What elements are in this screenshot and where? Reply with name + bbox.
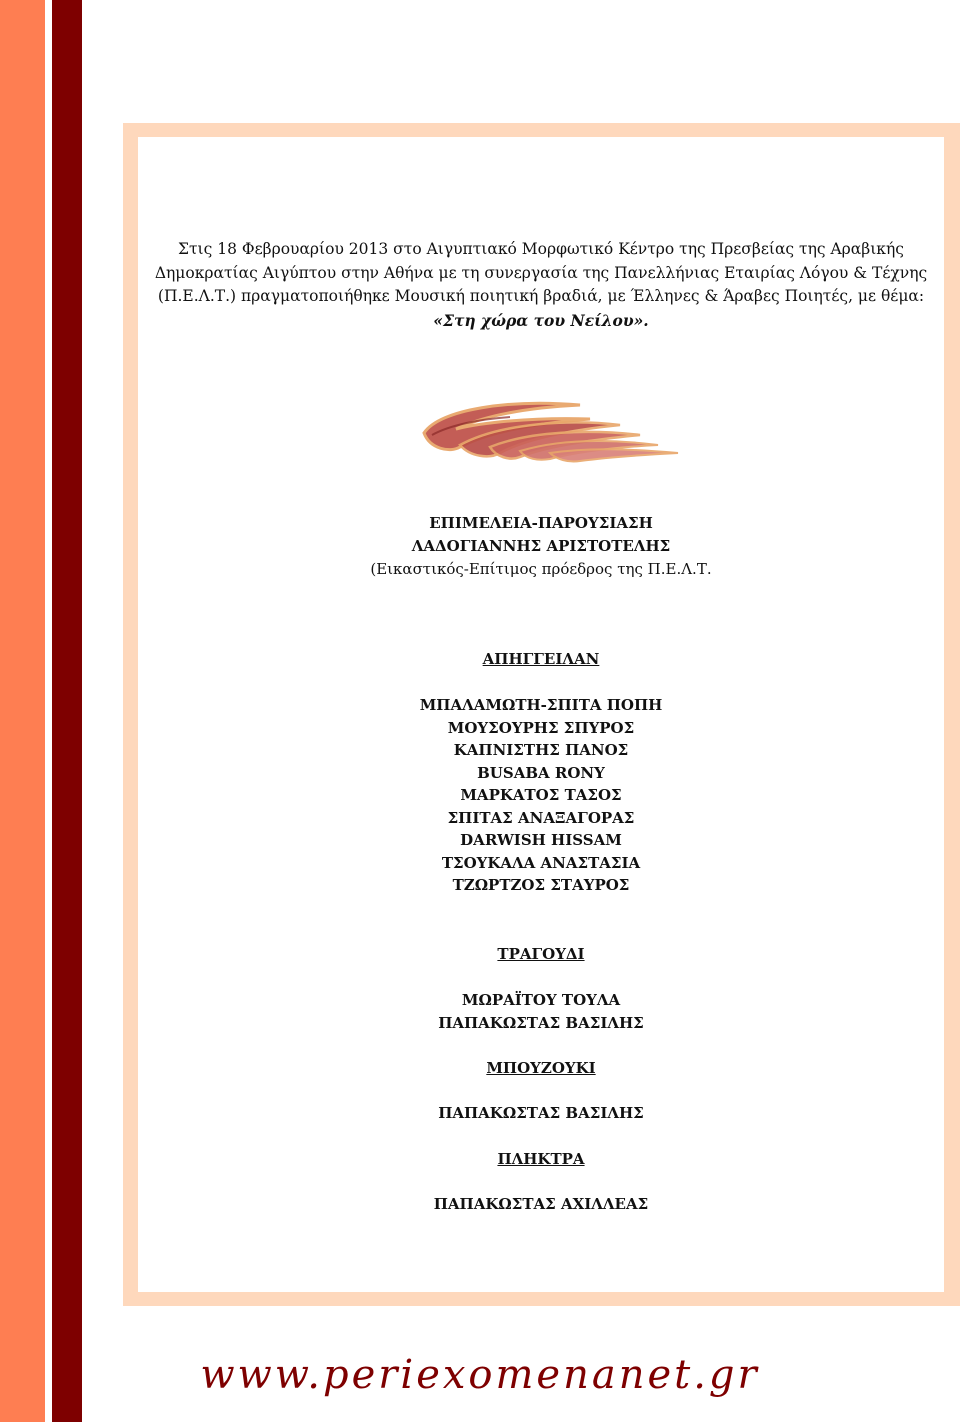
list-item: ΠΑΠΑΚΩΣΤΑΣ ΑΧΙΛΛΕΑΣ <box>433 1195 649 1213</box>
intro-line-3: (Π.Ε.Λ.Τ.) πραγματοποιήθηκε Μουσική ποιητική βραδιά, με Έλληνες & Άραβες Ποιητές, με θέμα: <box>157 287 925 305</box>
song-heading: ΤΡΑΓΟΥΔΙ <box>497 945 585 963</box>
keys-heading-block <box>138 1148 944 1171</box>
list-item: ΜΑΡΚΑΤΟΣ ΤΑΣΟΣ <box>460 786 622 804</box>
list-item: ΜΩΡΑΪΤΟΥ ΤΟΥΛΑ <box>461 991 621 1009</box>
list-item: ΤΣΟΥΚΑΛΑ ΑΝΑΣΤΑΣΙΑ <box>441 853 641 872</box>
editor-title: ΕΠΙΜΕΛΕΙΑ-ΠΑΡΟΥΣΙΑΣΗ <box>429 514 653 532</box>
list-item: BUSABA RONY <box>477 763 605 782</box>
editor-block <box>138 512 944 581</box>
intro-line-2: Δημοκρατίας Αιγύπτου στην Αθήνα με τη συνεργασία της Πανελλήνιας Εταιρίας Λόγου & Τέχνης <box>154 263 928 282</box>
song-list <box>138 989 944 1034</box>
list-item: ΤΖΩΡΤΖΟΣ ΣΤΑΥΡΟΣ <box>452 876 630 894</box>
bouzouki-list <box>138 1102 944 1125</box>
list-item: ΣΠΙΤΑΣ ΑΝΑΞΑΓΟΡΑΣ <box>447 808 635 827</box>
footer-url-link[interactable]: www.periexomenanet.gr <box>200 1352 760 1398</box>
song-heading-block <box>138 943 944 966</box>
keys-list <box>138 1193 944 1216</box>
wave-logo-icon <box>420 395 682 467</box>
editor-role: (Εικαστικός-Επίτιμος πρόεδρος της Π.Ε.Λ.Τ. <box>370 560 712 578</box>
left-dark-red-bar <box>52 0 82 1422</box>
list-item: DARWISH HISSAM <box>460 831 622 849</box>
list-item: ΜΠΑΛΑΜΩΤΗ-ΣΠΙΤΑ ΠΟΠΗ <box>419 696 663 714</box>
list-item: ΠΑΠΑΚΩΣΤΑΣ ΒΑΣΙΛΗΣ <box>438 1104 644 1122</box>
event-title: «Στη χώρα του Νείλου». <box>433 310 649 330</box>
list-item: ΠΑΠΑΚΩΣΤΑΣ ΒΑΣΙΛΗΣ <box>438 1013 644 1032</box>
narrators-list <box>138 694 944 897</box>
intro-paragraph <box>138 238 944 332</box>
editor-name: ΛΑΔΟΓΙΑΝΝΗΣ ΑΡΙΣΤΟΤΕΛΗΣ <box>411 537 671 555</box>
narrators-heading: ΑΠΗΓΓΕΙΛΑΝ <box>482 650 600 668</box>
narrators-heading-block <box>138 648 944 671</box>
bouzouki-heading-block <box>138 1057 944 1080</box>
keys-heading: ΠΛΗΚΤΡΑ <box>497 1150 585 1168</box>
list-item: ΚΑΠΝΙΣΤΗΣ ΠΑΝΟΣ <box>453 741 629 759</box>
list-item: ΜΟΥΣΟΥΡΗΣ ΣΠΥΡΟΣ <box>447 718 635 737</box>
left-orange-bar <box>0 0 45 1422</box>
bouzouki-heading: ΜΠΟΥΖΟΥΚΙ <box>486 1059 596 1077</box>
intro-line-1: Στις 18 Φεβρουαρίου 2013 στο Αιγυπτιακό Μορφωτικό Κέντρο της Πρεσβείας της Αραβικής <box>178 240 904 258</box>
